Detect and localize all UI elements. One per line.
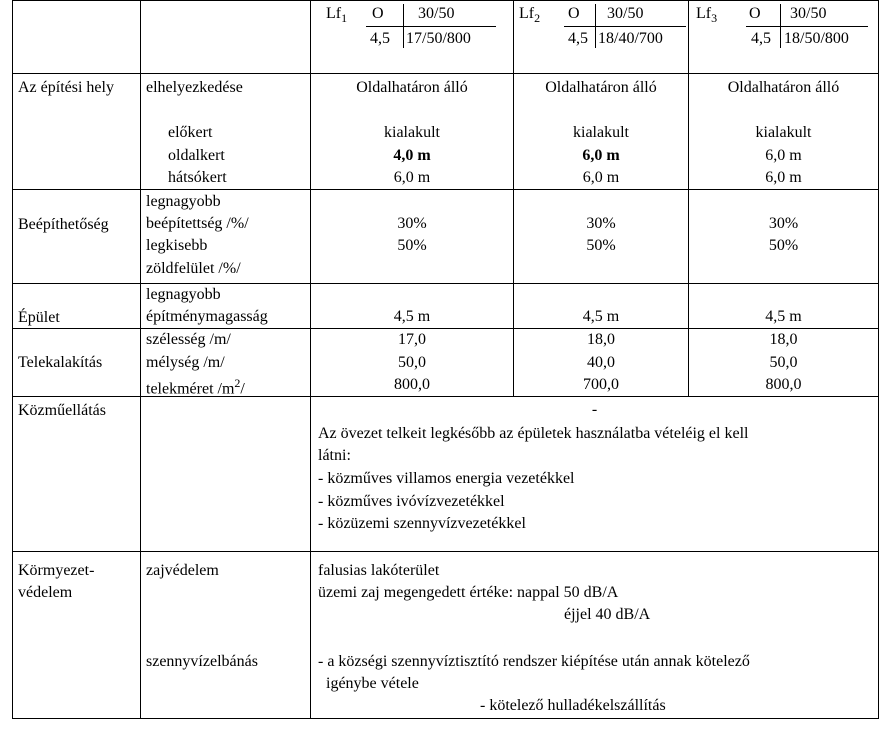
lf1-telekmeret: 800,0 — [394, 376, 430, 393]
kornyezet-label-1: Körmyezet- — [18, 562, 95, 579]
szennyviz-label: szennyvízelbánás — [146, 653, 258, 670]
zone-type: O — [372, 5, 384, 22]
lf1-magassag: 4,5 m — [393, 308, 431, 325]
lf3-magassag: 4,5 m — [765, 308, 802, 325]
row-divider-kozmu — [12, 551, 879, 552]
szelesseg-label: szélesség /m/ — [146, 331, 231, 348]
epulet-line1: legnagyobb — [146, 286, 221, 303]
lf2-elokert: kialakult — [573, 124, 629, 141]
beep-line1: legnagyobb — [146, 193, 221, 210]
lf3-melyseg: 50,0 — [769, 354, 798, 371]
zone-height: 4,5 — [751, 30, 771, 47]
kornyezet-label-2: védelem — [18, 584, 73, 601]
beep-line2: beépítettség /%/ — [146, 215, 249, 232]
zone-ratio: 30/50 — [418, 5, 455, 22]
lf1-szelesseg: 17,0 — [398, 331, 426, 348]
epulet-label: Épület — [18, 309, 60, 326]
lf1-hatsokert: 6,0 m — [393, 169, 431, 186]
lf2-hatsokert: 6,0 m — [582, 169, 620, 186]
row-divider-beepithetoseg — [12, 283, 879, 284]
zone-code: $Lf_2$ — [519, 5, 541, 26]
kozmu-item: - közműves villamos energia vezetékkel — [318, 470, 575, 487]
melyseg-label: mélység /m/ — [146, 354, 225, 371]
lf1-melyseg: 50,0 — [398, 354, 426, 371]
zajvedelem-label: zajvédelem — [146, 562, 219, 579]
kozmu-text2: látni: — [318, 447, 351, 464]
zone-params: 18/50/800 — [784, 30, 849, 47]
szenny-line1: - a községi szennyvíztisztító rendszer kiépítése után annak kötelező — [318, 653, 750, 670]
lf3-zoldfelulet: 50% — [768, 237, 799, 254]
zone-params: 17/50/800 — [406, 30, 471, 47]
table-border-left — [12, 0, 13, 719]
lf2-telekmeret: 700,0 — [583, 376, 619, 393]
lf1-beepitettseg: 30% — [397, 215, 427, 232]
szenny-line2: igénybe vétele — [326, 675, 419, 692]
lf2-placement: Oldalhatáron álló — [545, 79, 657, 96]
zaj-line3: éjjel 40 dB/A — [564, 606, 651, 623]
szenny-line3: - kötelező hulladékelszállítás — [480, 697, 666, 714]
lf2-oldalkert: 6,0 m — [582, 147, 620, 164]
zone-code: $Lf_1$ — [326, 5, 348, 26]
zaj-line2: üzemi zaj megengedett értéke: nappal 50 dB/A — [318, 584, 619, 601]
lf3-hatsokert: 6,0 m — [765, 169, 802, 186]
placement-sublabel: elhelyezkedése — [146, 79, 243, 96]
kozmu-text1: Az övezet telkeit legkésőbb az épületek használatba vételéig el kell — [318, 425, 749, 442]
lf2-szelesseg: 18,0 — [587, 331, 615, 348]
zone-height: 4,5 — [370, 30, 390, 47]
fraction-divider — [403, 4, 404, 48]
elokert-label: előkert — [168, 124, 213, 141]
zone-params: 18/40/700 — [598, 30, 663, 47]
beep-line3: legkisebb — [146, 237, 208, 254]
beepithetoseg-label: Beépíthetőség — [18, 216, 109, 233]
lf3-oldalkert: 6,0 m — [765, 147, 802, 164]
lf3-szelesseg: 18,0 — [769, 331, 798, 348]
zone-type: O — [749, 5, 761, 22]
lf1-elokert: kialakult — [384, 124, 440, 141]
col-divider-1 — [140, 0, 141, 719]
epulet-line2: építménymagasság — [146, 308, 268, 325]
zaj-line1: falusias lakóterület — [318, 562, 440, 579]
kozmu-dash: - — [591, 401, 598, 418]
lf2-magassag: 4,5 m — [582, 308, 620, 325]
lf3-elokert: kialakult — [755, 124, 812, 141]
zone-ratio: 30/50 — [607, 5, 644, 22]
kozmu-label: Közműellátás — [18, 402, 106, 419]
oldalkert-label: oldalkert — [168, 147, 225, 164]
zone-code: $Lf_3$ — [696, 5, 718, 26]
fraction-line — [366, 26, 496, 27]
row-divider-placement — [12, 189, 879, 190]
lf2-melyseg: 40,0 — [587, 354, 615, 371]
beep-line4: zöldfelület /%/ — [146, 260, 241, 277]
lf3-telekmeret: 800,0 — [765, 376, 802, 393]
table-border-top — [12, 0, 879, 1]
lf1-oldalkert: 4,0 m — [393, 147, 431, 164]
table-border-bottom — [12, 718, 879, 719]
table-border-right — [878, 0, 879, 719]
lf2-beepitettseg: 30% — [586, 215, 616, 232]
fraction-line — [746, 26, 868, 27]
lf3-beepitettseg: 30% — [768, 215, 799, 232]
lf1-placement: Oldalhatáron álló — [356, 79, 468, 96]
row-divider-telek — [12, 396, 879, 397]
telekmeret-label: telekméret $/m^2/$ — [146, 376, 245, 398]
zone-type: O — [568, 5, 580, 22]
lf3-placement: Oldalhatáron álló — [727, 79, 840, 96]
lf1-zoldfelulet: 50% — [397, 237, 427, 254]
zone-ratio: 30/50 — [790, 5, 827, 22]
kozmu-item: - közüzemi szennyvízvezetékkel — [318, 515, 526, 532]
row-divider-header — [12, 73, 879, 74]
fraction-divider — [780, 4, 781, 48]
row-divider-epulet — [12, 328, 879, 329]
fraction-line — [564, 26, 686, 27]
hatsokert-label: hátsókert — [168, 169, 227, 186]
zone-height: 4,5 — [568, 30, 588, 47]
telek-label: Telekalakítás — [18, 354, 103, 371]
placement-label: Az építési hely — [18, 79, 114, 96]
lf2-zoldfelulet: 50% — [586, 237, 616, 254]
kozmu-item: - közműves ivóvízvezetékkel — [318, 493, 505, 510]
fraction-divider — [595, 4, 596, 48]
